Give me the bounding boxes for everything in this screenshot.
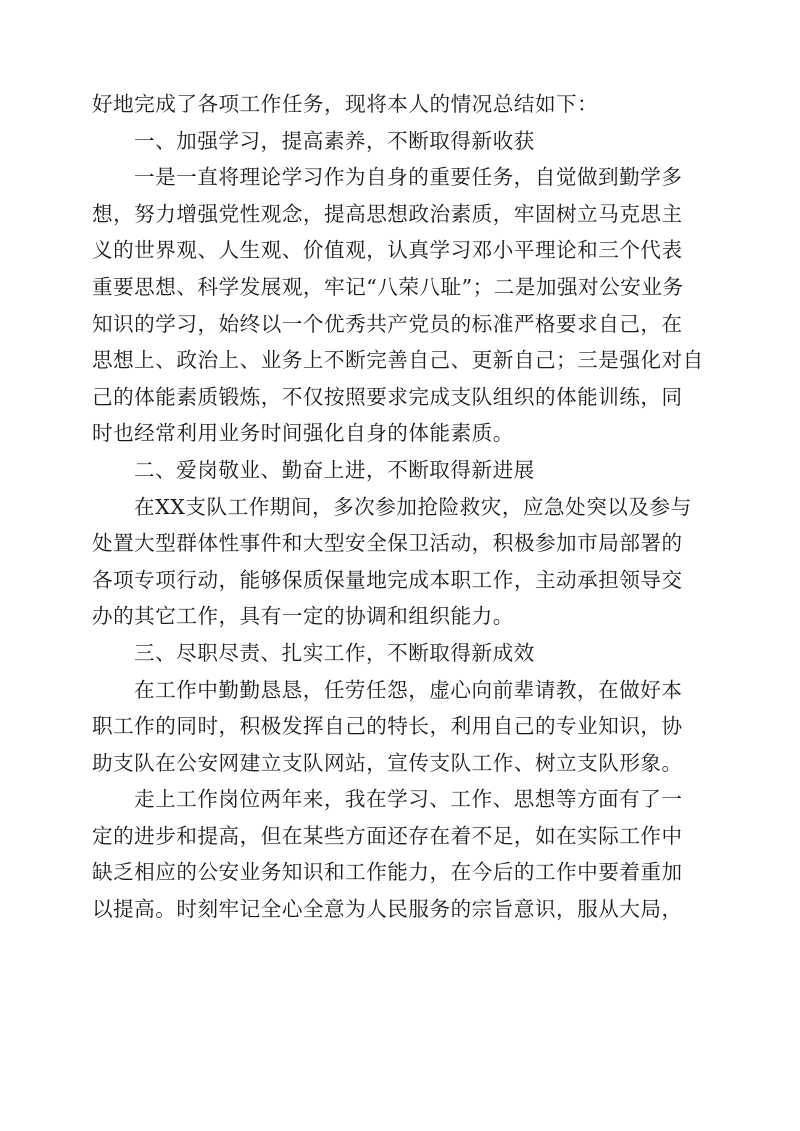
text-line: 想，努力增强党性观念，提高思想政治素质，牢固树立马克思主 [92, 201, 683, 226]
paragraph-dedication [92, 489, 712, 635]
text-line: 己的体能素质锻炼，不仅按照要求完成支队组织的体能训练，同 [92, 384, 683, 409]
text-line: 缺乏相应的公安业务知识和工作能力，在今后的工作中要着重加 [92, 860, 683, 885]
paragraph-summary [92, 781, 712, 927]
text-line: 处置大型群体性事件和大型安全保卫活动，积极参加市局部署的 [92, 531, 683, 556]
text-line: 思想上、政治上、业务上不断完善自己、更新自己；三是强化对自 [92, 348, 704, 373]
heading-text: 三、尽职尽责、扎实工作，不断取得新成效 [134, 640, 535, 665]
text-line: 好地完成了各项工作任务，现将本人的情况总结如下： [92, 92, 599, 116]
section-heading-1 [92, 123, 712, 160]
paragraph-study [92, 159, 712, 452]
text-line: 时也经常利用业务时间强化自身的体能素质。 [92, 421, 514, 446]
text-line: 义的世界观、人生观、价值观，认真学习邓小平理论和三个代表 [92, 238, 683, 263]
text-line: 一是一直将理论学习作为自身的重要任务，自觉做到勤学多 [134, 165, 683, 190]
text-line: 知识的学习，始终以一个优秀共产党员的标准严格要求自己，在 [92, 311, 683, 336]
text-line: 助支队在公安网建立支队网站，宣传支队工作、树立支队形象。 [92, 750, 683, 775]
text-line: 定的进步和提高，但在某些方面还存在着不足，如在实际工作中 [92, 823, 683, 848]
heading-text: 二、爱岗敬业、勤奋上进，不断取得新进展 [134, 457, 535, 482]
text-line: 重要思想、科学发展观，牢记“八荣八耻”；二是加强对公安业务 [92, 274, 684, 299]
text-line: 走上工作岗位两年来，我在学习、工作、思想等方面有了一 [134, 787, 683, 812]
heading-text: 一、加强学习，提高素养，不断取得新收获 [134, 128, 535, 153]
document-body [92, 86, 712, 928]
text-line: 各项专项行动，能够保质保量地完成本职工作，主动承担领导交 [92, 567, 683, 592]
text-line: 办的其它工作，具有一定的协调和组织能力。 [92, 604, 514, 629]
section-heading-2 [92, 452, 712, 489]
text-line: 以提高。时刻牢记全心全意为人民服务的宗旨意识，服从大局， [92, 897, 683, 922]
paragraph-intro-continuation [92, 86, 712, 123]
section-heading-3 [92, 635, 712, 672]
text-line: 职工作的同时，积极发挥自己的特长，利用自己的专业知识，协 [92, 714, 683, 739]
text-line: 在XX支队工作期间，多次参加抢险救灾，应急处突以及参与 [134, 494, 692, 519]
text-line: 在工作中勤勤恳恳，任劳任怨，虚心向前辈请教，在做好本 [134, 677, 683, 702]
paragraph-diligence [92, 672, 712, 782]
